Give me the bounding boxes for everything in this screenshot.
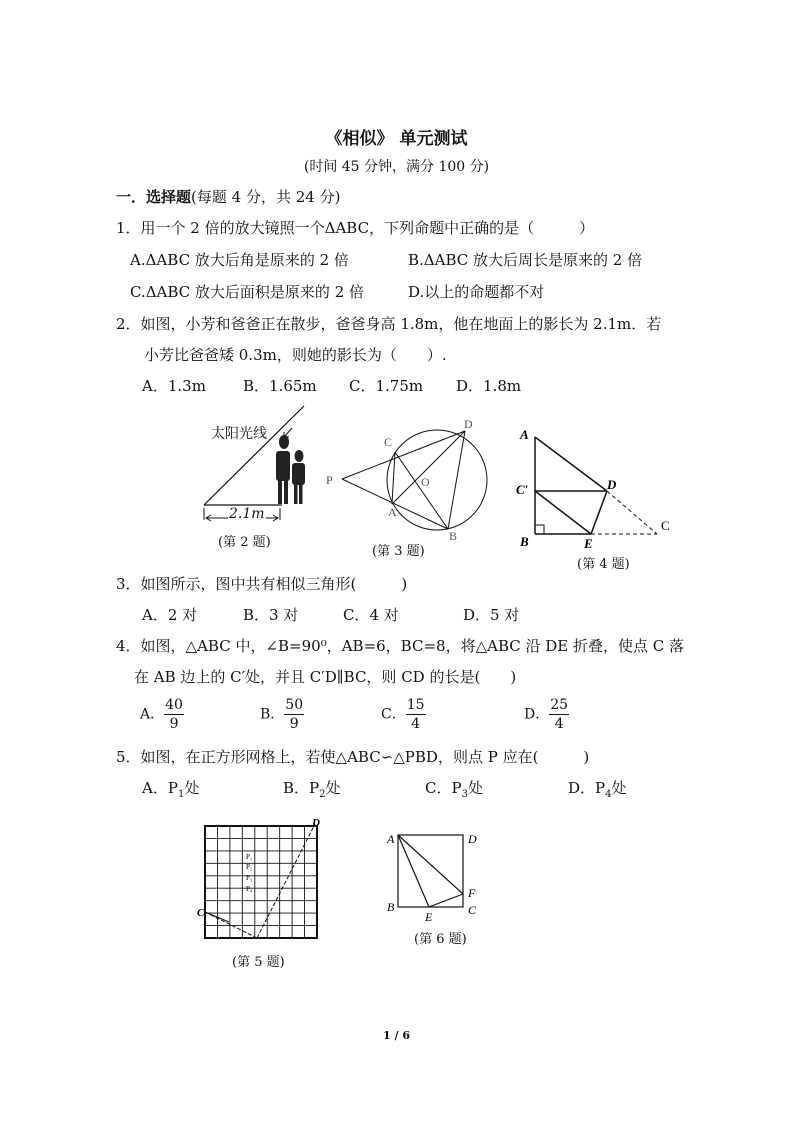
q4-option-b-fraction xyxy=(284,696,304,733)
sun-ray-label: 太阳光线 xyxy=(211,426,267,442)
right-angle-mark-icon xyxy=(535,525,544,534)
option-subscript: 2 xyxy=(319,789,326,800)
q2-stem-line1: 2．如图，小芳和爸爸正在散步，爸爸身高 1.8m，他在地面上的影长为 2.1m．若 xyxy=(116,315,662,333)
fraction-numerator: 15 xyxy=(406,697,425,713)
page-title: 《相似》 单元测试 xyxy=(325,129,468,149)
q4-option-d-label: D． xyxy=(524,706,550,723)
fraction-denominator: 9 xyxy=(169,716,179,732)
point-c-label: C xyxy=(197,907,205,919)
point-p3-label: P₃ xyxy=(246,874,253,882)
figure-5-caption: (第 5 题) xyxy=(232,955,285,970)
q1-stem: 1．用一个 2 倍的放大镜照一个ΔABC，下列命题中正确的是（ ） xyxy=(116,219,595,237)
figure-3-caption: (第 3 题) xyxy=(372,544,425,559)
fraction-denominator: 4 xyxy=(411,716,421,732)
q5-stem: 5．如图，在正方形网格上，若使△ABC∽△PBD，则点 P 应在( ) xyxy=(116,748,590,766)
figure-5 xyxy=(197,812,327,947)
option-subscript: 1 xyxy=(177,789,185,800)
q4-option-a-label: A． xyxy=(140,706,165,723)
father-figure-icon xyxy=(276,435,290,504)
q5-option-b xyxy=(283,777,341,800)
section-label: 一．选择题 xyxy=(116,188,192,206)
q2-option-d: D．1.8m xyxy=(456,377,522,395)
point-e-label: E xyxy=(584,536,593,551)
segment-ae xyxy=(398,835,429,907)
option-suffix: 处 xyxy=(184,779,200,797)
q2-stem-line2: 小芳比爸爸矮 0.3m，则她的影长为（ ）. xyxy=(144,346,447,364)
option-text: C．P xyxy=(425,779,462,797)
point-d-label: D xyxy=(312,817,320,829)
point-p1-label: P₁ xyxy=(246,853,253,861)
q4-stem-line1: 4．如图，△ABC 中，∠B=90⁰，AB=6，BC=8，将△ABC 沿 DE 折叠，使点 C 落 xyxy=(116,637,685,655)
option-subscript: 3 xyxy=(461,789,468,800)
option-text: A．P xyxy=(142,779,178,797)
point-c-label: C xyxy=(468,903,477,917)
secant-p-d xyxy=(342,431,465,479)
point-a-label: A xyxy=(388,505,397,519)
q4-option-a xyxy=(140,696,184,733)
q1-option-b: B.ΔABC 放大后周长是原来的 2 倍 xyxy=(408,251,643,269)
q1-option-c: C.ΔABC 放大后面积是原来的 2 倍 xyxy=(130,283,365,301)
point-f-label: F xyxy=(468,886,476,900)
grid-border xyxy=(205,826,317,938)
q4-option-c xyxy=(381,696,426,733)
option-subscript: 4 xyxy=(605,789,612,800)
q4-option-a-fraction xyxy=(164,696,184,733)
q3-stem: 3．如图所示，图中共有相似三角形( ) xyxy=(116,575,408,593)
fraction-numerator: 25 xyxy=(550,697,569,713)
point-d-label: D xyxy=(468,832,477,846)
fraction-numerator: 40 xyxy=(165,697,183,713)
page-subtitle: (时间 45 分钟，满分 100 分) xyxy=(303,159,490,175)
q2-option-c: C．1.75m xyxy=(349,377,424,395)
point-a-label: A xyxy=(387,832,395,846)
q4-option-b xyxy=(260,696,304,733)
point-d-label: D xyxy=(607,477,617,492)
daughter-figure-icon xyxy=(292,450,305,504)
chord-c-b xyxy=(395,452,448,529)
fraction-denominator: 9 xyxy=(289,716,299,732)
point-p2-label: P₂ xyxy=(246,863,253,871)
q1-option-d: D.以上的命题都不对 xyxy=(408,283,545,301)
segment-af xyxy=(398,835,463,894)
figure-4-caption: (第 4 题) xyxy=(577,557,630,572)
q1-option-a: A.ΔABC 放大后角是原来的 2 倍 xyxy=(130,251,349,269)
q3-option-c: C．4 对 xyxy=(343,606,399,624)
point-o-label: O xyxy=(421,475,430,489)
segment-c1-e xyxy=(535,491,591,534)
q2-option-b: B．1.65m xyxy=(243,377,317,395)
option-suffix: 处 xyxy=(611,779,627,797)
q4-option-b-label: B． xyxy=(260,706,285,723)
figure-4 xyxy=(512,424,682,554)
secant-p-b xyxy=(342,479,448,529)
q3-option-b: B．3 对 xyxy=(243,606,299,624)
figure-3 xyxy=(322,412,502,552)
q2-option-a: A．1.3m xyxy=(142,377,206,395)
q5-option-d xyxy=(568,777,627,800)
option-suffix: 处 xyxy=(325,779,341,797)
point-p4-label: P₄ xyxy=(246,885,253,893)
point-p-label: P xyxy=(326,473,333,487)
point-b-label: B xyxy=(387,900,395,914)
option-text: B．P xyxy=(283,779,320,797)
shadow-length-label: 2.1m xyxy=(229,506,265,522)
point-b-label: B xyxy=(449,529,458,543)
section-heading xyxy=(116,186,340,207)
point-c-label: C xyxy=(384,435,393,449)
point-a-label: A xyxy=(520,427,529,442)
square-abcd xyxy=(398,835,463,907)
q3-option-d: D．5 对 xyxy=(463,606,520,624)
point-e-label: E xyxy=(425,910,433,924)
q4-option-d xyxy=(524,696,569,733)
fraction-denominator: 4 xyxy=(554,716,564,732)
option-text: D．P xyxy=(568,779,606,797)
q4-option-d-fraction xyxy=(549,696,569,733)
point-b-label: B xyxy=(520,534,529,549)
page-number: 1 / 6 xyxy=(383,1029,410,1042)
q4-stem-line2: 在 AB 边上的 C′处，并且 C′D∥BC，则 CD 的长是( ) xyxy=(134,668,517,686)
q5-option-c xyxy=(425,777,483,800)
fold-line-de xyxy=(591,491,607,534)
fraction-numerator: 50 xyxy=(285,697,304,713)
side-dc-dashed xyxy=(607,491,657,534)
side-ad xyxy=(535,437,607,491)
q4-option-c-fraction xyxy=(406,696,426,733)
figure-6 xyxy=(383,828,488,928)
figure-6-caption: (第 6 题) xyxy=(414,932,467,947)
point-c-prime-label: C′ xyxy=(516,482,529,497)
q5-option-a xyxy=(142,777,199,800)
section-note: (每题 4 分，共 24 分) xyxy=(191,188,341,206)
q3-option-a: A．2 对 xyxy=(142,606,198,624)
point-d-label: D xyxy=(464,417,473,431)
option-suffix: 处 xyxy=(467,779,483,797)
figure-2-caption: (第 2 题) xyxy=(218,535,271,550)
q4-option-c-label: C． xyxy=(381,706,406,723)
point-c-label: C xyxy=(661,518,670,533)
segment-ef xyxy=(429,894,463,907)
circle-o xyxy=(387,430,487,530)
